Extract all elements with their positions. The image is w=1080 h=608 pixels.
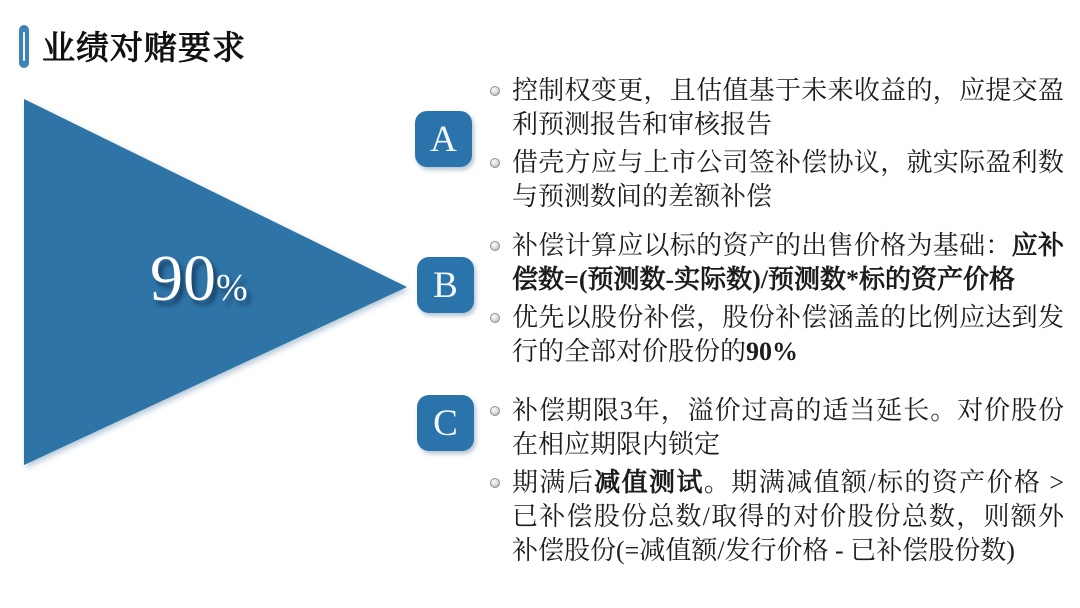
bullet-sphere-icon (490, 406, 500, 416)
bullet-sphere-icon (490, 313, 500, 323)
bullet-sphere-icon (490, 158, 500, 168)
bullet-sphere-icon (490, 478, 500, 488)
bullet-item (490, 146, 1064, 214)
section-label-b-letter: B (433, 264, 458, 306)
section-label-a-letter: A (430, 118, 457, 160)
bullet-text (512, 466, 1064, 568)
bullet-text-segment: 。期满减值额/标的资产价格 > 已补偿股份总数/取得的对价股份总数，则额外补偿股份(=减值额/发行价格 - 已补偿股份数) (512, 468, 1064, 565)
pct-number: 90 (150, 242, 216, 315)
bullet-text (512, 229, 1064, 297)
bullet-text (512, 74, 1064, 142)
bullet-item (490, 394, 1064, 462)
bullet-text-segment-bold: 应补偿数=(预测数-实际数)/预测数*标的资产价格 (512, 231, 1064, 294)
bullet-item (490, 74, 1064, 142)
triangle-90pct-label (150, 242, 248, 315)
percent-sign: % (216, 267, 248, 309)
page-title: 业绩对赌要求 (42, 29, 246, 66)
section-label-c (417, 395, 474, 451)
bullet-item (490, 301, 1064, 369)
section-label-c-letter: C (433, 402, 458, 444)
section-label-b (417, 257, 474, 313)
bullet-text-segment: 补偿计算应以标的资产的出售价格为基础： (512, 231, 1012, 260)
bullet-text-segment: 控制权变更，且估值基于未来收益的，应提交盈利预测报告和审核报告 (512, 76, 1064, 139)
bullet-sphere-icon (490, 86, 500, 96)
section-c-text (490, 394, 1064, 572)
section-a-text (490, 74, 1064, 218)
section-b-text (490, 229, 1064, 373)
bullet-text-segment: 优先以股份补偿，股份补偿涵盖的比例应达到发行的全部对价股份的 (512, 303, 1064, 366)
section-label-a (415, 111, 472, 167)
bullet-text (512, 146, 1064, 214)
bullet-item (490, 466, 1064, 568)
bullet-text-segment: 补偿期限3年，溢价过高的适当延长。对价股份在相应期限内锁定 (512, 396, 1064, 459)
bullet-sphere-icon (490, 241, 500, 251)
bullet-item (490, 229, 1064, 297)
bullet-text-segment: 期满后 (512, 468, 595, 497)
bullet-text (512, 394, 1064, 462)
bullet-text-segment-bold: 90% (746, 337, 799, 366)
bullet-text (512, 301, 1064, 369)
title-accent-bar (19, 25, 29, 68)
bullet-text-segment: 借壳方应与上市公司签补偿协议，就实际盈利数与预测数间的差额补偿 (512, 148, 1064, 211)
bullet-text-segment-bold: 减值测试 (594, 468, 704, 497)
